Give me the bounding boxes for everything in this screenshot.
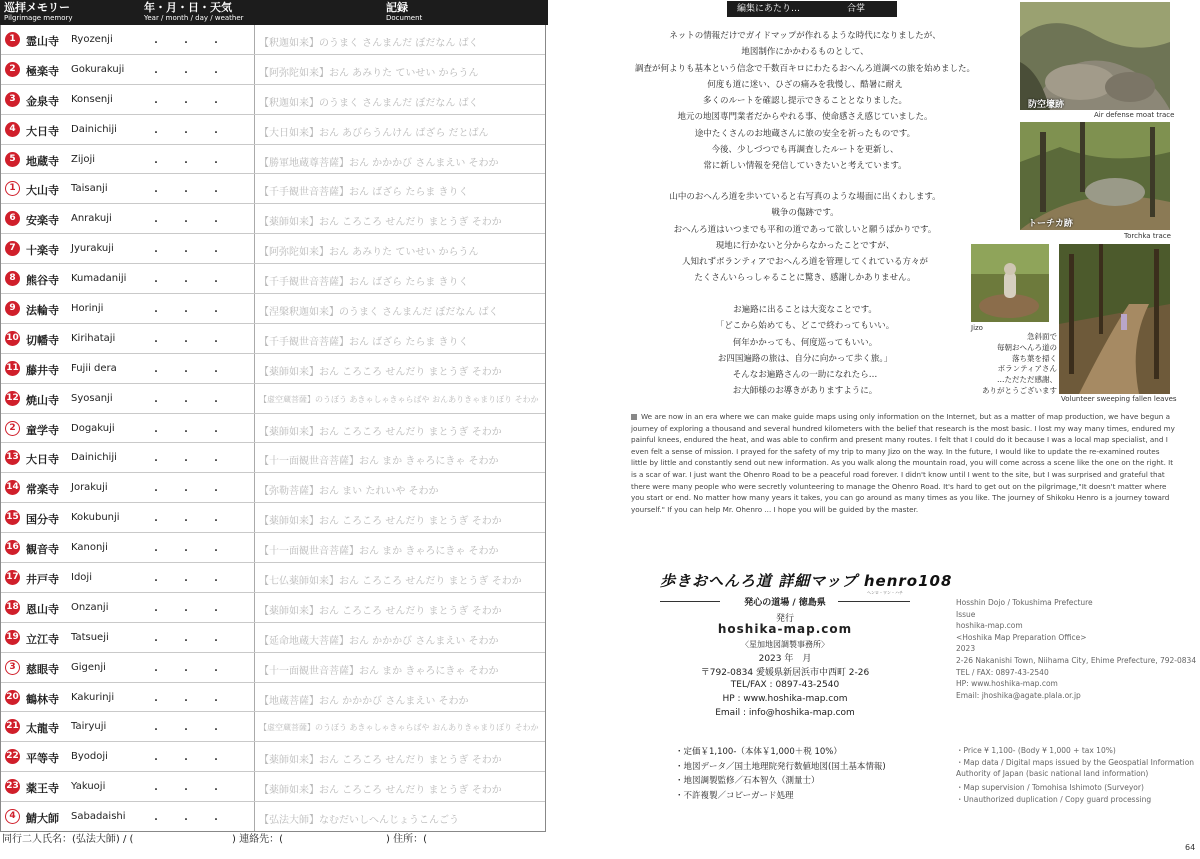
mantra-text: 【十一面観世音菩薩】おん まか きゃろにきゃ そわか bbox=[259, 456, 499, 468]
editorial-line: ネットの情報だけでガイドマップが作れるような時代になりましたが、 bbox=[669, 31, 941, 41]
henro108-logo-sub: ヘンロ・ワン・ハチ bbox=[867, 590, 903, 595]
temple-romaji: Horinji bbox=[71, 303, 104, 315]
temple-name: 藤井寺 bbox=[26, 363, 59, 377]
editorial-paragraph-2 bbox=[620, 189, 990, 287]
temple-number-badge: 5 bbox=[5, 152, 20, 167]
column-divider bbox=[254, 234, 255, 263]
temple-name: 金泉寺 bbox=[26, 94, 59, 108]
temple-name: 十楽寺 bbox=[26, 244, 59, 258]
date-field[interactable]: ・・・ bbox=[151, 187, 241, 199]
temple-name: 鯖大師 bbox=[26, 812, 59, 826]
temple-number-badge: 23 bbox=[5, 779, 20, 794]
header-memory-jp: 巡拝メモリー bbox=[4, 1, 70, 14]
header-document-en: Document bbox=[386, 14, 423, 22]
header-memory-en: Pilgrimage memory bbox=[4, 14, 73, 22]
mantra-text: 【地蔵菩薩】おん かかかび さんまえい そわか bbox=[259, 695, 469, 707]
temple-romaji: Syosanji bbox=[71, 392, 113, 404]
temple-romaji: Fujii dera bbox=[71, 362, 117, 374]
editorial-line: 途中たくさんのお地蔵さんに旅の安全を祈ったものです。 bbox=[694, 128, 916, 139]
column-divider bbox=[254, 145, 255, 174]
column-divider bbox=[254, 563, 255, 592]
column-divider bbox=[254, 264, 255, 293]
date-field[interactable]: ・・・ bbox=[151, 336, 241, 348]
column-divider bbox=[254, 683, 255, 712]
date-field[interactable]: ・・・ bbox=[151, 516, 241, 528]
temple-name: 井戸寺 bbox=[26, 573, 59, 587]
editorial-line: 常に新しい情報を発信していきたいと考えています。 bbox=[703, 161, 907, 172]
date-field[interactable]: ・・・ bbox=[151, 396, 241, 408]
temple-number-badge: 19 bbox=[5, 630, 20, 645]
date-field[interactable]: ・・・ bbox=[151, 157, 241, 169]
editorial-line: 地元の地図専門業者だからやれる事、使命感さえ感じていました。 bbox=[677, 112, 933, 123]
table-row bbox=[1, 85, 545, 115]
issue-label: 発行 bbox=[775, 614, 794, 624]
table-row bbox=[1, 234, 545, 264]
editorial-line: 「どこから始めても、どこで終わってもいい。 bbox=[715, 321, 895, 332]
temple-number-badge: 2 bbox=[5, 62, 20, 77]
table-row bbox=[1, 473, 545, 503]
column-divider bbox=[254, 354, 255, 383]
temple-name: 太龍寺 bbox=[26, 722, 59, 736]
temple-romaji: Dainichiji bbox=[71, 123, 117, 135]
mantra-text: 【虚空蔵菩薩】のうぼう あきゃしゃきゃらばや おんありきゃまりぼり そわか bbox=[259, 394, 539, 404]
price-note-jp: ・地図調製監修／石本智久（測量士） bbox=[675, 776, 820, 786]
log-header bbox=[0, 0, 548, 25]
editorial-line: 調査が何よりも基本という信念で千数百キロにわたるおへんろ道調べの旅を始めました。 bbox=[634, 63, 975, 74]
volunteer-note bbox=[975, 332, 1057, 397]
publisher-english-line: Issue bbox=[956, 609, 976, 619]
date-field[interactable]: ・・・ bbox=[151, 695, 241, 707]
table-row bbox=[1, 174, 545, 204]
mantra-text: 【薬師如来】おん ころころ せんだり まとうぎ そわか bbox=[259, 605, 502, 617]
temple-name: 極楽寺 bbox=[26, 64, 59, 78]
page-number: 64 bbox=[1185, 843, 1196, 852]
date-field[interactable]: ・・・ bbox=[151, 725, 241, 737]
temple-number-badge: 13 bbox=[5, 450, 20, 465]
mantra-text: 【薬師如来】おん ころころ せんだり まとうぎ そわか bbox=[259, 755, 502, 767]
table-row bbox=[1, 503, 545, 533]
editorial-line: 山中のおへんろ道を歩いていると右写真のような場面に出くわします。 bbox=[669, 192, 941, 202]
temple-romaji: Dainichiji bbox=[71, 452, 117, 464]
table-row bbox=[1, 145, 545, 175]
editorial-line: 何年かかっても、何度巡ってもいい。 bbox=[732, 337, 878, 348]
date-field[interactable]: ・・・ bbox=[151, 97, 241, 109]
jizo-photo bbox=[971, 244, 1049, 322]
editorial-line: 戦争の傷跡です。 bbox=[771, 208, 839, 219]
table-row bbox=[1, 653, 545, 683]
temple-number-badge: 2 bbox=[5, 421, 20, 436]
table-row bbox=[1, 115, 545, 145]
pilgrimage-table bbox=[0, 25, 546, 832]
table-row bbox=[1, 25, 545, 55]
volunteer-caption: Volunteer sweeping fallen leaves bbox=[1061, 395, 1177, 403]
publisher-hp: HP : www.hoshika-map.com bbox=[722, 694, 848, 704]
header-document-jp: 記録 bbox=[386, 1, 408, 14]
column-divider bbox=[254, 443, 255, 472]
mantra-text: 【涅槃釈迦如来】のうまく さんまんだ ぼだなん ばく bbox=[259, 307, 499, 319]
date-field[interactable]: ・・・ bbox=[151, 815, 241, 827]
date-field[interactable]: ・・・ bbox=[151, 307, 241, 319]
temple-romaji: Yakuoji bbox=[71, 781, 106, 793]
column-divider bbox=[254, 85, 255, 114]
temple-romaji: Zijoji bbox=[71, 153, 96, 165]
temple-romaji: Onzanji bbox=[71, 601, 109, 613]
editorial-line: 多くのルートを確認し提示できることとなりました。 bbox=[702, 96, 907, 107]
price-note-en: ・Unauthorized duplication / Copy guard processing bbox=[956, 794, 1152, 804]
publisher-english-line: Hosshin Dojo / Tokushima Prefecture bbox=[956, 598, 1093, 607]
table-row bbox=[1, 264, 545, 294]
column-divider bbox=[254, 294, 255, 323]
temple-romaji: Anrakuji bbox=[71, 213, 112, 225]
english-summary bbox=[631, 411, 1176, 515]
volunteer-note-line: 毎朝おへんろ道の bbox=[997, 342, 1057, 352]
temple-name: 切幡寺 bbox=[26, 333, 59, 347]
date-field[interactable]: ・・・ bbox=[151, 217, 241, 229]
temple-name: 大山寺 bbox=[26, 184, 59, 198]
price-note-jp: ・不許複製／コピーガード処理 bbox=[675, 790, 794, 801]
table-row bbox=[1, 683, 545, 713]
publisher-tel: TEL/FAX : 0897-43-2540 bbox=[730, 680, 840, 690]
footer-contact: ) 連絡先：( bbox=[232, 834, 283, 845]
mantra-text: 【薬師如来】おん ころころ せんだり まとうぎ そわか bbox=[259, 217, 502, 229]
table-row bbox=[1, 742, 545, 772]
date-field[interactable]: ・・・ bbox=[151, 576, 241, 588]
temple-name: 立江寺 bbox=[26, 632, 59, 646]
mantra-text: 【薬師如来】おん ころころ せんだり まとうぎ そわか bbox=[259, 366, 502, 378]
date-field[interactable]: ・・・ bbox=[151, 366, 241, 378]
temple-number-badge: 7 bbox=[5, 241, 20, 256]
torchka-photo bbox=[1020, 122, 1170, 230]
editorial-line: お四国遍路の旅は、自分に向かって歩く旅。」 bbox=[717, 353, 893, 364]
price-note-en: ・Map supervision / Tomohisa Ishimoto (Surveyor) bbox=[956, 782, 1144, 792]
column-divider bbox=[254, 384, 255, 413]
mantra-text: 【阿弥陀如来】おん あみりた ていせい からうん bbox=[259, 247, 479, 259]
price-note-en: ・Price ¥ 1,100- (Body ¥ 1,000 + tax 10%) bbox=[956, 746, 1116, 755]
editorial-paragraph-3 bbox=[620, 302, 990, 400]
mantra-text: 【延命地蔵大菩薩】おん かかかび さんまえい そわか bbox=[259, 635, 499, 647]
volunteer-photo bbox=[1059, 244, 1170, 394]
column-divider bbox=[254, 204, 255, 233]
volunteer-note-line: ボランティアさん bbox=[997, 364, 1057, 374]
publisher-address: 〒792-0834 愛媛県新居浜市中西町 2-26 bbox=[700, 668, 870, 678]
mantra-text: 【千手観世音菩薩】おん ばざら たらま きりく bbox=[259, 336, 469, 348]
temple-name: 童学寺 bbox=[26, 423, 59, 437]
table-row bbox=[1, 324, 545, 354]
date-field[interactable]: ・・・ bbox=[151, 456, 241, 468]
price-note-en: ・Map data / Digital maps issued by the Geospatial Information bbox=[956, 758, 1195, 768]
temple-romaji: Jorakuji bbox=[71, 482, 108, 494]
temple-number-badge: 12 bbox=[5, 391, 20, 406]
editorial-line: おへんろ道はいつまでも平和の道であって欲しいと願うばかりです。 bbox=[673, 224, 937, 235]
mantra-text: 【釈迦如来】のうまく さんまんだ ぼだなん ばく bbox=[259, 38, 479, 49]
table-row bbox=[1, 533, 545, 563]
date-field[interactable]: ・・・ bbox=[151, 546, 241, 558]
editorial-line: 現地に行かないと分からなかったことですが、 bbox=[715, 240, 895, 251]
english-summary-text: We are now in an era where we can make guide maps using only information on the Internet, but as a matter of map production, we have begun a journey of exploring a thousand and several hundred kilometers with the belief that research is the most basic. I lost my way many times, endured my painful knees, endured the heat, and was able to confirm and present many routes. I felt that I could do it because I was a local map specialist, and I even felt a sense of mission. I prayed for the safety of my trip to many Jizo on the way. In the future, I would like to update the re-examined routes little by little and constantly send out new information. As you walk along the mountain road, you will come across a scene like the one on the right. It is a scar of war. I just want the Ohenro Road to be a peaceful road forever. I didn't know until I went to the site, but I was surprised and grateful that there were many people who were secretly volunteering to manage the Ohenro Road. It's hard to get out on the pilgrimage,"It doesn't matter where you start or end. No matter how many years it takes, you can go around as many times as you like. The journey of Shikoku Henro is a journey toward yourself." If you can help Mr. Ohenro ... I hope you will be guided by the master. bbox=[631, 412, 1175, 514]
temple-number-badge: 22 bbox=[5, 749, 20, 764]
mantra-text: 【千手観世音菩薩】おん ばざら たらま きりく bbox=[259, 187, 469, 199]
temple-number-badge: 1 bbox=[5, 32, 20, 47]
temple-number-badge: 4 bbox=[5, 809, 20, 824]
header-document bbox=[386, 1, 422, 23]
date-field[interactable]: ・・・ bbox=[151, 67, 241, 79]
date-field[interactable]: ・・・ bbox=[151, 665, 241, 677]
moat-photo-label: 防空壕跡 bbox=[1028, 100, 1065, 110]
temple-romaji: Taisanji bbox=[71, 183, 108, 195]
price-note-en: Authority of Japan (basic national land information) bbox=[956, 769, 1149, 779]
column-divider bbox=[254, 414, 255, 443]
header-date bbox=[144, 1, 244, 23]
temple-number-badge: 18 bbox=[5, 600, 20, 615]
column-divider bbox=[254, 742, 255, 771]
temple-name: 慈眼寺 bbox=[26, 662, 59, 676]
editorial-title-bar bbox=[727, 1, 897, 17]
pilgrimage-log-page bbox=[0, 0, 548, 859]
mantra-text: 【十一面観世音菩薩】おん まか きゃろにきゃ そわか bbox=[259, 665, 499, 677]
temple-number-badge: 9 bbox=[5, 301, 20, 316]
header-date-jp: 年・月・日・天気 bbox=[144, 1, 232, 14]
editorial-line: そんなお遍路さんの一助になれたら… bbox=[732, 370, 878, 381]
torchka-photo-label: トーチカ跡 bbox=[1028, 219, 1073, 229]
editorial-line: お大師様のお導きがありますように。 bbox=[732, 386, 878, 397]
mantra-text: 【七仏薬師如来】おん ころころ せんだり まとうぎ そわか bbox=[259, 576, 522, 588]
dojo-label: 発心の道場 / 徳島県 bbox=[744, 598, 826, 608]
temple-number-badge: 14 bbox=[5, 480, 20, 495]
temple-name: 恩山寺 bbox=[26, 602, 59, 616]
temple-number-badge: 8 bbox=[5, 271, 20, 286]
mantra-text: 【弥勒菩薩】おん まい たれいや そわか bbox=[259, 486, 439, 498]
mantra-text: 【大日如来】おん あびらうんけん ばざら だとばん bbox=[259, 127, 489, 139]
temple-name: 大日寺 bbox=[26, 124, 59, 138]
date-field[interactable]: ・・・ bbox=[151, 38, 241, 49]
temple-romaji: Konsenji bbox=[71, 93, 113, 105]
table-row bbox=[1, 414, 545, 444]
price-note-jp: ・地図データ／国土地理院発行数値地図(国土基本情報) bbox=[675, 761, 886, 772]
volunteer-note-line: 急斜面で bbox=[1027, 332, 1057, 341]
editorial-line: お遍路に出ることは大変なことです。 bbox=[733, 305, 877, 315]
table-row bbox=[1, 772, 545, 802]
temple-name: 常楽寺 bbox=[26, 483, 59, 497]
publisher-english-line: Email: jhoshika@agate.plala.or.jp bbox=[956, 690, 1081, 700]
date-field[interactable]: ・・・ bbox=[151, 605, 241, 617]
temple-name: 熊谷寺 bbox=[26, 274, 59, 288]
mantra-text: 【千手観世音菩薩】おん ばざら たらま きりく bbox=[259, 277, 469, 289]
temple-romaji: Kirihataji bbox=[71, 332, 116, 344]
temple-name: 法輪寺 bbox=[26, 304, 59, 318]
price-note-jp: ・定価￥1,100-（本体￥1,000＋税 10%） bbox=[675, 747, 842, 757]
table-row bbox=[1, 712, 545, 742]
temple-romaji: Dogakuji bbox=[71, 422, 115, 434]
temple-romaji: Gokurakuji bbox=[71, 63, 125, 75]
temple-romaji: Kakurinji bbox=[71, 691, 115, 703]
publisher-english-line: TEL / FAX: 0897-43-2540 bbox=[956, 667, 1049, 677]
temple-number-badge: 20 bbox=[5, 690, 20, 705]
column-divider bbox=[254, 324, 255, 353]
temple-number-badge: 10 bbox=[5, 331, 20, 346]
column-divider bbox=[254, 623, 255, 652]
volunteer-note-line: 落ち葉を掃く bbox=[1012, 353, 1057, 363]
mantra-text: 【十一面観世音菩薩】おん まか きゃろにきゃ そわか bbox=[259, 546, 499, 558]
temple-number-badge: 17 bbox=[5, 570, 20, 585]
column-divider bbox=[254, 503, 255, 532]
column-divider bbox=[254, 653, 255, 682]
temple-number-badge: 1 bbox=[5, 181, 20, 196]
table-row bbox=[1, 55, 545, 85]
temple-name: 霊山寺 bbox=[26, 35, 59, 48]
header-date-en: Year / month / day / weather bbox=[144, 14, 244, 22]
table-row bbox=[1, 802, 545, 832]
date-field[interactable]: ・・・ bbox=[151, 635, 241, 647]
temple-number-badge: 4 bbox=[5, 122, 20, 137]
publisher-office: 〈星加地図調製事務所〉 bbox=[741, 640, 829, 649]
torchka-caption: Torchka trace bbox=[1124, 232, 1171, 240]
mantra-text: 【薬師如来】おん ころころ せんだり まとうぎ そわか bbox=[259, 516, 502, 528]
temple-romaji: Tairyuji bbox=[71, 721, 107, 733]
editorial-line: 地図制作にかかわるものとして、 bbox=[741, 47, 869, 58]
temple-number-badge: 15 bbox=[5, 510, 20, 525]
temple-name: 安楽寺 bbox=[26, 214, 59, 228]
volunteer-note-line: ありがとうございます bbox=[982, 385, 1057, 395]
date-field[interactable]: ・・・ bbox=[151, 785, 241, 797]
mantra-text: 【釈迦如来】のうまく さんまんだ ぼだなん ばく bbox=[259, 97, 479, 109]
bullet-square-icon bbox=[631, 414, 637, 420]
table-row bbox=[1, 623, 545, 653]
publisher-email: Email : info@hoshika-map.com bbox=[715, 708, 855, 718]
temple-name: 大日寺 bbox=[26, 453, 59, 467]
temple-romaji: Jyurakuji bbox=[71, 243, 114, 255]
temple-romaji: Ryozenji bbox=[71, 34, 113, 45]
column-divider bbox=[254, 533, 255, 562]
temple-name: 地蔵寺 bbox=[26, 154, 59, 168]
henro108-logo: 歩きおへんろ道 詳細マップ henro108 bbox=[660, 572, 953, 590]
table-row bbox=[1, 294, 545, 324]
table-row bbox=[1, 354, 545, 384]
column-divider bbox=[254, 593, 255, 622]
mantra-text: 【弘法大師】なむだいしへんじょうこんごう bbox=[259, 815, 459, 827]
editorial-line: 何度も道に迷い、ひざの痛みを我慢し、酷暑に耐え bbox=[707, 79, 903, 90]
moat-caption: Air defense moat trace bbox=[1094, 111, 1175, 119]
temple-romaji: Kanonji bbox=[71, 542, 108, 554]
editorial-line: 今後、少しづつでも再調査したルートを更新し、 bbox=[711, 145, 899, 156]
mantra-text: 【虚空蔵菩薩】のうぼう あきゃしゃきゃらばや おんありきゃまりぼり そわか bbox=[259, 723, 539, 733]
footer-address: ) 住所：( bbox=[386, 834, 427, 845]
column-divider bbox=[254, 55, 255, 84]
temple-romaji: Tatsueji bbox=[71, 631, 109, 643]
date-field[interactable]: ・・・ bbox=[151, 755, 241, 767]
temple-number-badge: 21 bbox=[5, 719, 20, 734]
table-row bbox=[1, 563, 545, 593]
date-field[interactable]: ・・・ bbox=[151, 426, 241, 438]
temple-romaji: Kumadaniji bbox=[71, 273, 127, 285]
mantra-text: 【薬師如来】おん ころころ せんだり まとうぎ そわか bbox=[259, 785, 502, 797]
mantra-text: 【薬師如来】おん ころころ せんだり まとうぎ そわか bbox=[259, 426, 502, 438]
mantra-text: 【阿弥陀如来】おん あみりた ていせい からうん bbox=[259, 67, 479, 79]
column-divider bbox=[254, 772, 255, 801]
jizo-caption: Jizo bbox=[971, 324, 983, 332]
column-divider bbox=[254, 174, 255, 203]
temple-number-badge: 3 bbox=[5, 660, 20, 675]
publisher-english-line: 2023 bbox=[956, 644, 976, 654]
date-field[interactable]: ・・・ bbox=[151, 127, 241, 139]
editorial-line: たくさんいらっしゃることに驚き、感謝しかありません。 bbox=[694, 273, 916, 284]
column-divider bbox=[254, 115, 255, 144]
editorial-paragraph-1 bbox=[620, 28, 990, 175]
temple-number-badge: 6 bbox=[5, 211, 20, 226]
publisher-english-line: <Hoshika Map Preparation Office> bbox=[956, 632, 1087, 642]
temple-romaji: Sabadaishi bbox=[71, 811, 126, 823]
temple-name: 国分寺 bbox=[26, 513, 59, 527]
date-field[interactable]: ・・・ bbox=[151, 486, 241, 498]
table-row bbox=[1, 593, 545, 623]
volunteer-note-line: …ただただ感謝、 bbox=[997, 375, 1057, 385]
editorial-line: 人知れずボランティアでおへんろ道を管理してくれている方々が bbox=[681, 257, 929, 268]
column-divider bbox=[254, 802, 255, 831]
temple-romaji: Byodoji bbox=[71, 751, 108, 763]
temple-number-badge: 11 bbox=[5, 361, 20, 376]
editorial-title: 編集にあたり… bbox=[737, 4, 801, 14]
publisher-english-line: 2-26 Nakanishi Town, Niihama City, Ehime Prefecture, 792-0834 bbox=[956, 656, 1197, 665]
publisher-english-line: HP: www.hoshika-map.com bbox=[956, 679, 1058, 689]
temple-name: 観音寺 bbox=[26, 543, 59, 557]
temple-name: 薬王寺 bbox=[26, 782, 59, 796]
column-divider bbox=[254, 712, 255, 741]
column-divider bbox=[254, 25, 255, 54]
temple-number-badge: 16 bbox=[5, 540, 20, 555]
table-row bbox=[1, 384, 545, 414]
date-field[interactable]: ・・・ bbox=[151, 277, 241, 289]
editorial-signoff: 合掌 bbox=[847, 4, 866, 14]
mantra-text: 【勝軍地蔵尊菩薩】おん かかかび さんまえい そわか bbox=[259, 157, 499, 169]
table-row bbox=[1, 443, 545, 473]
publisher-year: 2023 年 月 bbox=[758, 654, 812, 664]
temple-name: 焼山寺 bbox=[26, 393, 59, 407]
temple-number-badge: 3 bbox=[5, 92, 20, 107]
publisher-site: hoshika-map.com bbox=[717, 622, 853, 636]
moat-photo bbox=[1020, 2, 1170, 110]
header-memory bbox=[4, 1, 73, 23]
temple-romaji: Gigenji bbox=[71, 661, 106, 673]
temple-romaji: Idoji bbox=[71, 572, 92, 584]
footer-companions: 同行二人氏名：(弘法大師) / ( bbox=[2, 834, 134, 845]
publisher-english-line: hoshika-map.com bbox=[956, 621, 1023, 631]
column-divider bbox=[254, 473, 255, 502]
temple-name: 鶴林寺 bbox=[26, 692, 59, 706]
date-field[interactable]: ・・・ bbox=[151, 247, 241, 259]
temple-romaji: Kokubunji bbox=[71, 512, 120, 524]
table-row bbox=[1, 204, 545, 234]
temple-name: 平等寺 bbox=[26, 752, 59, 766]
